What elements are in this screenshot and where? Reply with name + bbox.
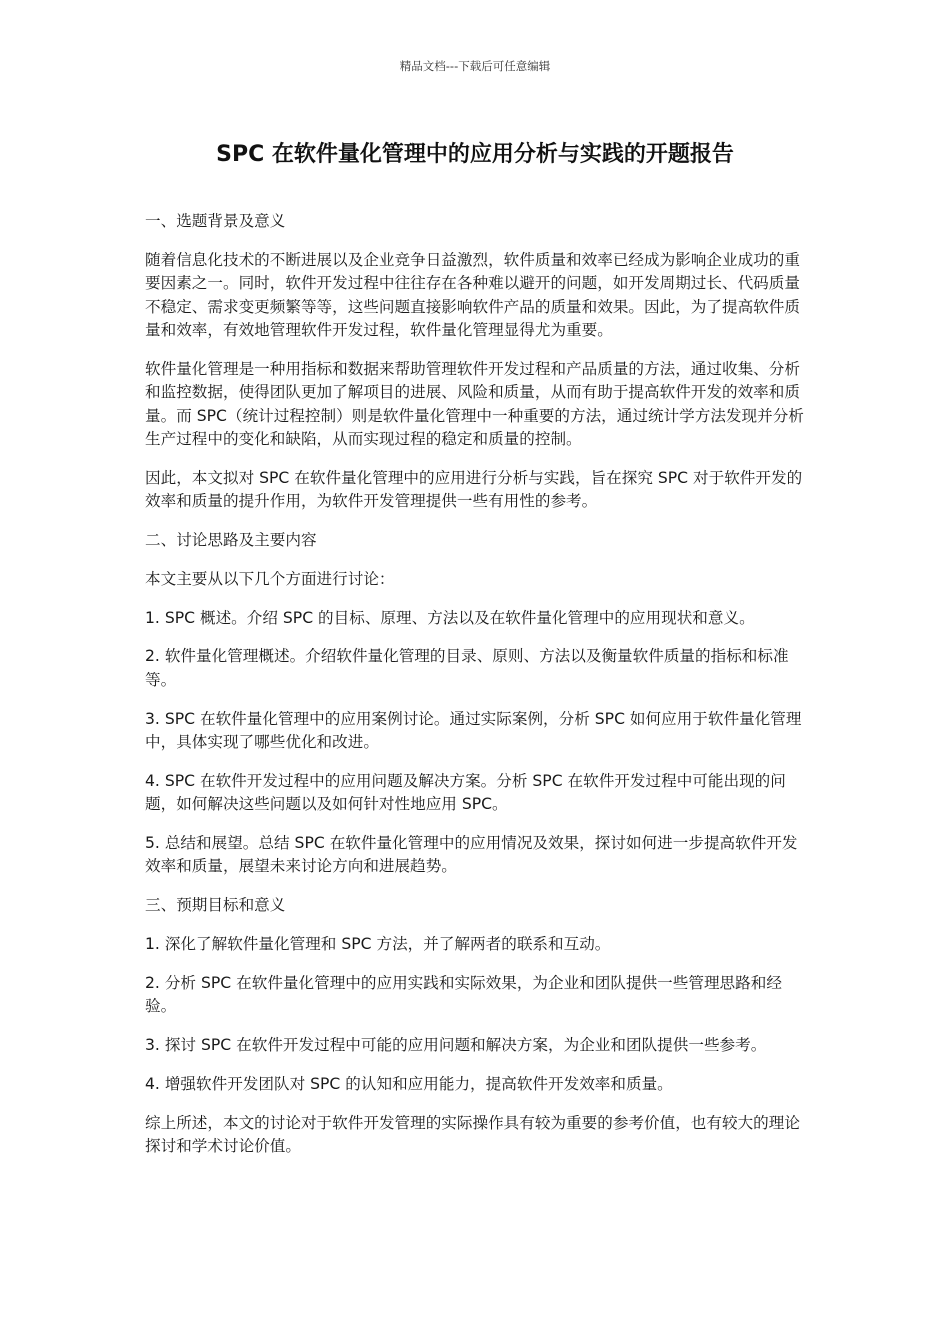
list-item-approach-1: 1. SPC 概述。介绍 SPC 的目标、原理、方法以及在软件量化管理中的应用现状和意义。 (145, 608, 755, 627)
paragraph-background-3: 因此，本文拟对 SPC 在软件量化管理中的应用进行分析与实践，旨在探究 SPC 对于软件开发的效率和质量的提升作用，为软件开发管理提供一些有用性的参考。 (145, 468, 803, 511)
list-item-approach-2: 2. 软件量化管理概述。介绍软件量化管理的目录、原则、方法以及衡量软件质量的指标和标准等。 (145, 647, 789, 689)
section-heading-goals: 三、预期目标和意义 (145, 896, 286, 915)
section-heading-approach: 二、讨论思路及主要内容 (145, 531, 317, 550)
list-item-goals-2: 2. 分析 SPC 在软件量化管理中的应用实践和实际效果，为企业和团队提供一些管理思路和经验。 (145, 973, 782, 1016)
paragraph-conclusion: 综上所述，本文的讨论对于软件开发管理的实际操作具有较为重要的参考价值，也有较大的理论探讨和学术讨论价值。 (145, 1113, 800, 1156)
paragraph-background-2: 软件量化管理是一种用指标和数据来帮助管理软件开发过程和产品质量的方法，通过收集、分析和监控数据，使得团队更加了解项目的进展、风险和质量，从而有助于提高软件开发的效率和质量。而 SPC（统计过程控制）则是软件量化管理中一种重要的方法，通过统计学方法发现并分析生产过程中的变化和缺陷，从而实现过程的稳定和质量的控制。 (145, 359, 804, 449)
section-heading-background: 一、选题背景及意义 (145, 212, 286, 230)
list-item-approach-3: 3. SPC 在软件量化管理中的应用案例讨论。通过实际案例，分析 SPC 如何应用于软件量化管理中，具体实现了哪些优化和改进。 (145, 709, 802, 752)
list-item-goals-1: 1. 深化了解软件量化管理和 SPC 方法，并了解两者的联系和互动。 (145, 935, 611, 954)
paragraph-background-1: 随着信息化技术的不断进展以及企业竞争日益激烈，软件质量和效率已经成为影响企业成功的重要因素之一。同时，软件开发过程中往往存在各种难以避开的问题，如开发周期过长、代码质量不稳定、需求变更频繁等等，这些问题直接影响软件产品的质量和效果。因此，为了提高软件质量和效率，有效地管理软件开发过程，软件量化管理显得尤为重要。 (145, 250, 800, 340)
list-item-approach-4: 4. SPC 在软件开发过程中的应用问题及解决方案。分析 SPC 在软件开发过程中可能出现的问题，如何解决这些问题以及如何针对性地应用 SPC。 (145, 771, 786, 814)
document-body (145, 210, 813, 1174)
list-item-approach-5: 5. 总结和展望。总结 SPC 在软件量化管理中的应用情况及效果，探讨如何进一步提高软件开发效率和质量，展望未来讨论方向和进展趋势。 (145, 834, 798, 876)
document-title: SPC 在软件量化管理中的应用分析与实践的开题报告 (216, 142, 734, 167)
list-item-goals-3: 3. 探讨 SPC 在软件开发过程中可能的应用问题和解决方案，为企业和团队提供一些参考。 (145, 1036, 767, 1055)
paragraph-approach-intro: 本文主要从以下几个方面进行讨论： (145, 569, 395, 588)
list-item-goals-4: 4. 增强软件开发团队对 SPC 的认知和应用能力，提高软件开发效率和质量。 (145, 1074, 673, 1093)
page-header-note: 精品文档---下载后可任意编辑 (399, 59, 551, 73)
